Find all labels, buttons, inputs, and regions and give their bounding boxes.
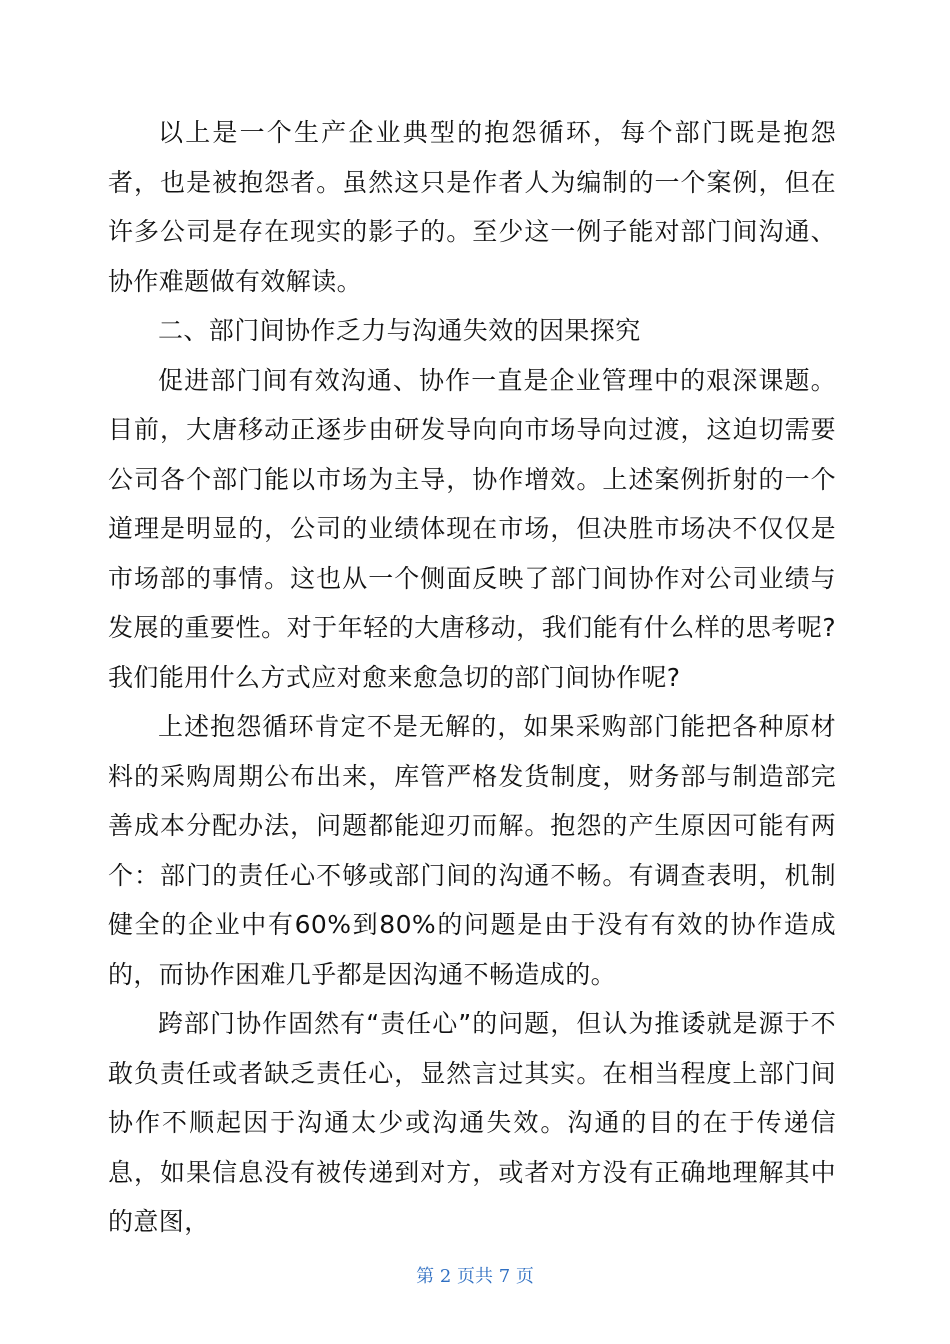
section-heading: 二、部门间协作乏力与沟通失效的因果探究: [158, 316, 641, 345]
document-body: [108, 108, 836, 1247]
paragraph-3: 上述抱怨循环肯定不是无解的，如果采购部门能把各种原材料的采购周期公布出来，库管严格发货制度，财务部与制造部完善成本分配办法，问题都能迎刃而解。抱怨的产生原因可能有两个：部门的责任心不够或部门间的沟通不畅。有调查表明，机制健全的企业中有60%到80%的问题是由于没有有效的协作造成的，而协作困难几乎都是因沟通不畅造成的。: [108, 712, 836, 989]
paragraph-1: 以上是一个生产企业典型的抱怨循环，每个部门既是抱怨者，也是被抱怨者。虽然这只是作者人为编制的一个案例，但在许多公司是存在现实的影子的。至少这一例子能对部门间沟通、协作难题做有效解读。: [108, 118, 836, 296]
page-number-footer: 第 2 页共 7 页: [416, 1266, 534, 1287]
paragraph-2: 促进部门间有效沟通、协作一直是企业管理中的艰深课题。目前，大唐移动正逐步由研发导向向市场导向过渡，这迫切需要公司各个部门能以市场为主导，协作增效。上述案例折射的一个道理是明显的，公司的业绩体现在市场，但决胜市场决不仅仅是市场部的事情。这也从一个侧面反映了部门间协作对公司业绩与发展的重要性。对于年轻的大唐移动，我们能有什么样的思考呢?我们能用什么方式应对愈来愈急切的部门间协作呢?: [108, 365, 836, 692]
paragraph-4: 跨部门协作固然有“责任心”的问题，但认为推诿就是源于不敢负责任或者缺乏责任心，显然言过其实。在相当程度上部门间协作不顺起因于沟通太少或沟通失效。沟通的目的在于传递信息，如果信息没有被传递到对方，或者对方没有正确地理解其中的意图，: [108, 1009, 836, 1236]
